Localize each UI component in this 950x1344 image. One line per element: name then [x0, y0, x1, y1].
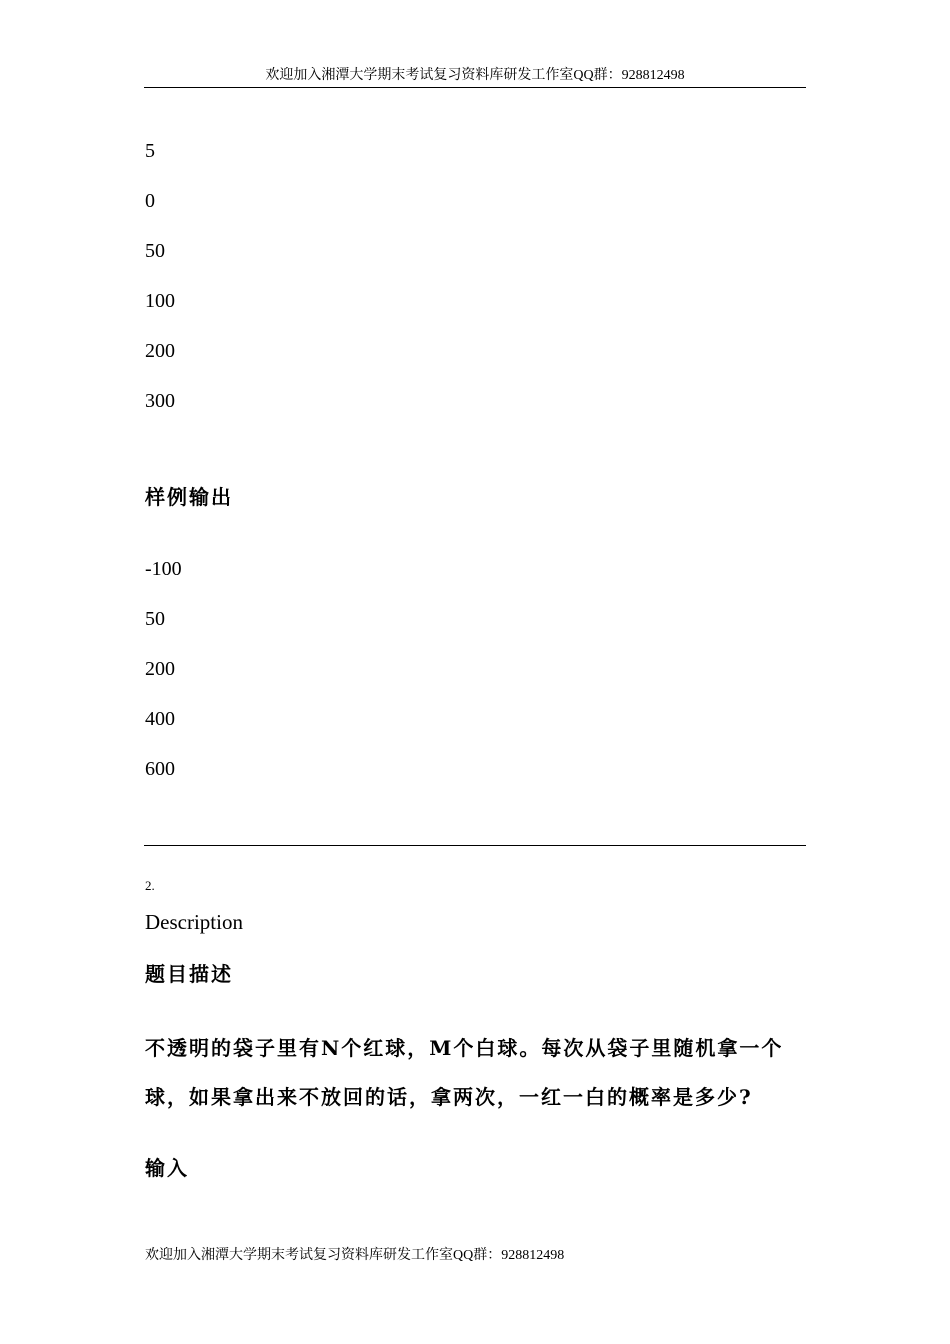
sample-input-line: 0 — [145, 190, 155, 212]
sample-input-line: 5 — [145, 140, 155, 162]
sample-output-line: 50 — [145, 608, 165, 630]
sample-output-line: 600 — [145, 758, 175, 780]
page-header: 欢迎加入湘潭大学期末考试复习资料库研发工作室QQ群：928812498 — [265, 68, 685, 83]
sample-input-line: 300 — [145, 390, 175, 412]
problem-body-line: 不透明的袋子里有N个红球，M个白球。每次从袋子里随机拿一个 — [145, 1036, 784, 1060]
sample-input-line: 200 — [145, 340, 175, 362]
section-divider — [144, 845, 806, 846]
description-title: Description — [145, 910, 243, 934]
sample-output-line: 200 — [145, 658, 175, 680]
description-title-zh: 题目描述 — [145, 962, 233, 986]
header-rule — [144, 87, 806, 88]
input-heading: 输入 — [145, 1156, 189, 1180]
sample-output-line: -100 — [145, 558, 182, 580]
sample-output-heading: 样例输出 — [145, 485, 233, 509]
page-footer: 欢迎加入湘潭大学期末考试复习资料库研发工作室QQ群：928812498 — [145, 1248, 565, 1263]
sample-input-line: 50 — [145, 240, 165, 262]
sample-input-line: 100 — [145, 290, 175, 312]
problem-body-line: 球，如果拿出来不放回的话，拿两次，一红一白的概率是多少? — [145, 1085, 753, 1109]
problem-number: 2. — [145, 878, 155, 893]
sample-output-line: 400 — [145, 708, 175, 730]
